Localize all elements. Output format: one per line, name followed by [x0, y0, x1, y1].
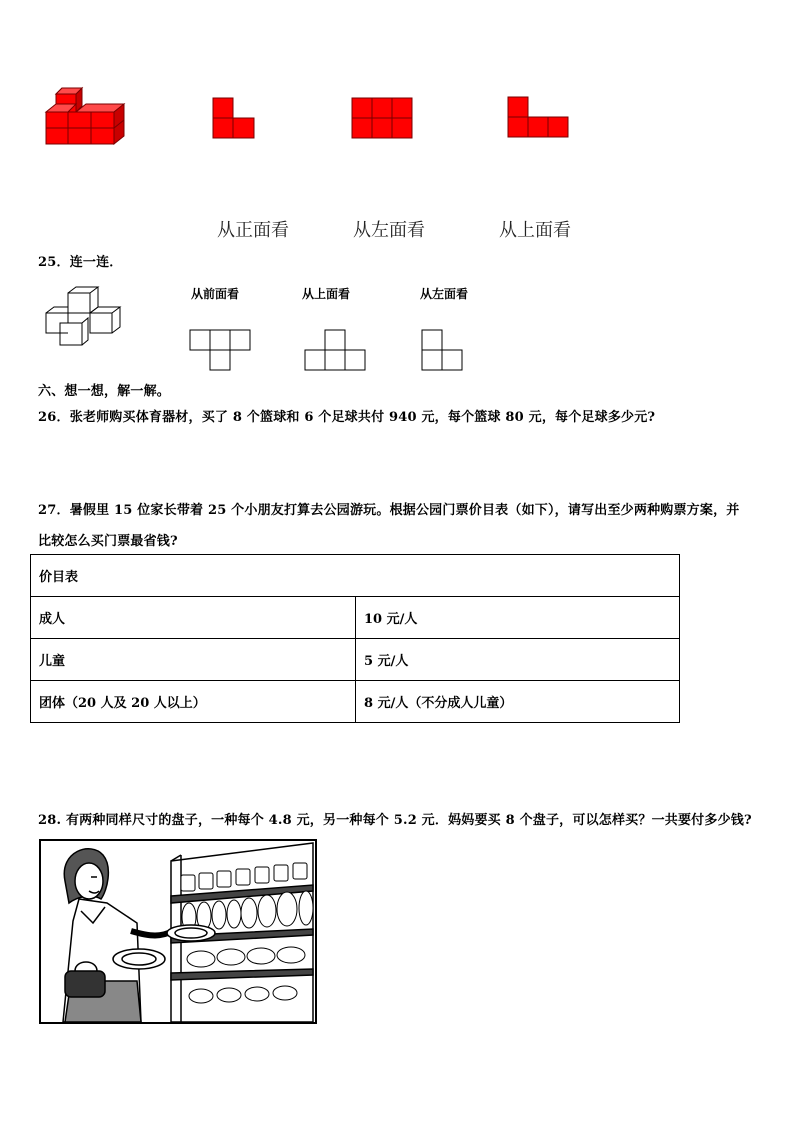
view-label-front: 从正面看 — [217, 220, 289, 241]
ticket-price: 5 元/人 — [356, 639, 680, 681]
ticket-price: 8 元/人（不分成人儿童） — [356, 681, 680, 723]
table-row — [31, 639, 680, 681]
cube-arrangement-drawing — [44, 285, 124, 351]
q25-view-shape-1 — [189, 329, 251, 371]
red-cube-stack — [44, 84, 126, 146]
top-view-shape — [507, 96, 569, 138]
table-row — [31, 681, 680, 723]
question-27-line-1: 27．暑假里 15 位家长带着 25 个小朋友打算去公园游玩。根据公园门票价目表（如下），请写出至少两种购票方案，并 — [38, 503, 740, 518]
ticket-type: 团体（20 人及 20 人以上） — [31, 681, 356, 723]
ticket-type: 儿童 — [31, 639, 356, 681]
left-view-shape — [351, 97, 413, 139]
q25-view-label-top: 从上面看 — [302, 287, 351, 301]
view-label-top: 从上面看 — [499, 220, 571, 241]
question-26: 26．张老师购买体育器材，买了 8 个篮球和 6 个足球共付 940 元，每个篮球 80 元，每个足球多少元? — [38, 410, 656, 425]
price-table — [30, 554, 680, 723]
q25-view-shape-2 — [304, 329, 366, 371]
section-6-title: 六、想一想，解一解。 — [38, 384, 171, 399]
q25-view-label-left: 从左面看 — [420, 287, 469, 301]
view-label-left: 从左面看 — [353, 220, 425, 241]
table-header-row — [31, 555, 680, 597]
ticket-type: 成人 — [31, 597, 356, 639]
question-27-line-2: 比较怎么买门票最省钱? — [38, 534, 178, 549]
question-28: 28. 有两种同样尺寸的盘子，一种每个 4.8 元，另一种每个 5.2 元．妈妈要买 8 个盘子，可以怎样买？一共要付多少钱? — [38, 813, 752, 828]
front-view-shape — [212, 97, 256, 139]
table-row — [31, 597, 680, 639]
q25-view-label-front: 从前面看 — [191, 287, 240, 301]
question-25-title: 25．连一连． — [38, 255, 123, 270]
woman-buying-plates-illustration — [39, 839, 317, 1024]
table-header: 价目表 — [31, 555, 680, 597]
q25-view-shape-3 — [421, 329, 463, 371]
ticket-price: 10 元/人 — [356, 597, 680, 639]
